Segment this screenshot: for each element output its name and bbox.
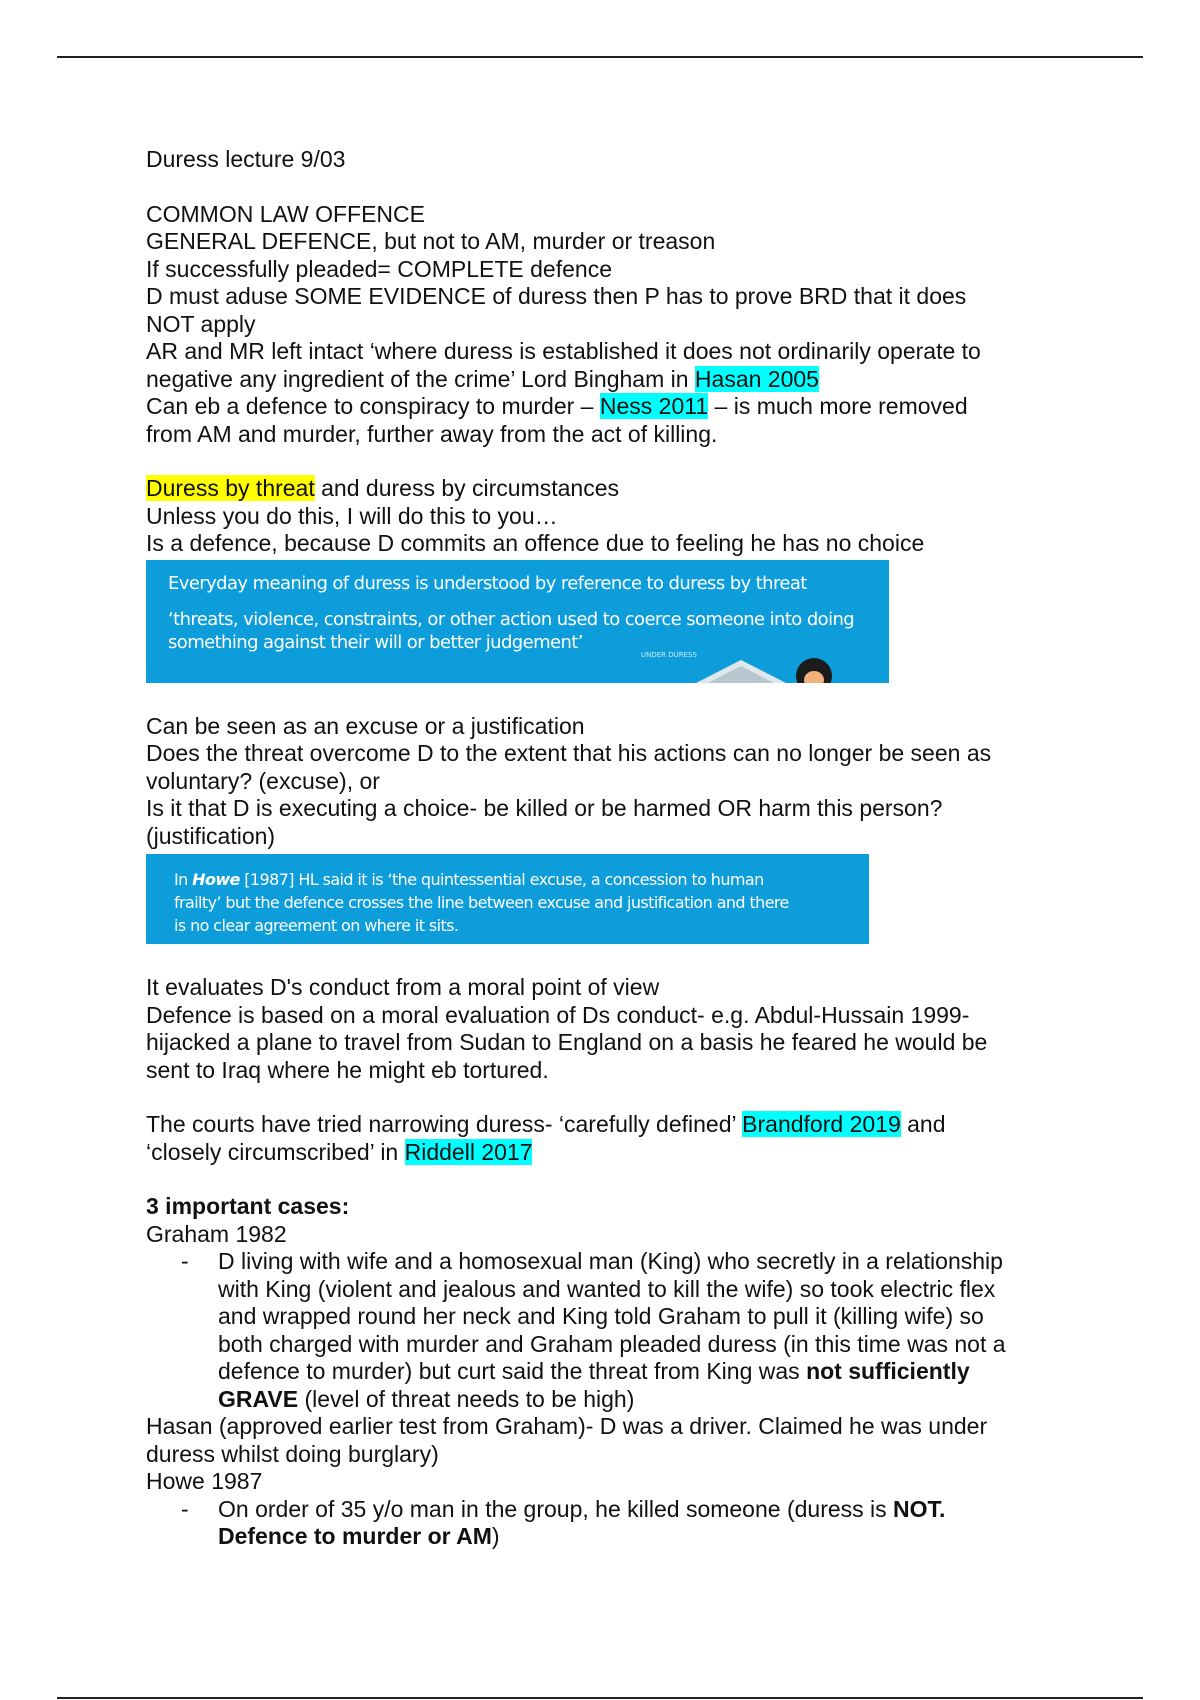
narrow-line	[146, 1139, 1066, 1167]
case-highlight-riddell: Riddell 2017	[404, 1138, 533, 1165]
intro-line: from AM and murder, further away from the act of killing.	[146, 420, 718, 447]
banner-line	[174, 868, 789, 891]
bullet-line	[218, 1496, 1066, 1524]
top-rule	[57, 56, 1143, 58]
moral-line: Defence is based on a moral evaluation of Ds conduct- e.g. Abdul-Hussain 1999-	[146, 1001, 970, 1028]
banner-line: something against their will or better judgement’	[168, 631, 583, 653]
narrow-line	[146, 1111, 1066, 1139]
document-body	[146, 146, 1066, 1551]
list-item	[146, 1248, 1066, 1413]
case-hasan-line: Hasan (approved earlier test from Graham)- D was a driver. Claimed he was under	[146, 1413, 988, 1439]
moral-line: hijacked a plane to travel from Sudan to England on a basis he feared he would be	[146, 1029, 988, 1055]
bullet-line	[218, 1358, 1066, 1386]
spacer	[146, 448, 1066, 475]
bullet-line: and wrapped round her neck and King told Graham to pull it (killing wife) so	[218, 1303, 984, 1329]
intro-text: negative any ingredient of the crime’ Lord Bingham in	[146, 365, 695, 392]
intro-line	[146, 366, 1066, 394]
spacer	[146, 1084, 1066, 1111]
excuse-line: voluntary? (excuse), or	[146, 767, 380, 794]
intro-line	[146, 393, 1066, 421]
banner-line: is no clear agreement on where it sits.	[174, 916, 459, 935]
banner-text	[174, 868, 789, 937]
case-name-howe: Howe	[192, 870, 240, 889]
excuse-line: Is it that D is executing a choice- be killed or be harmed OR harm this person?	[146, 795, 943, 821]
dash-bullet: -	[181, 1248, 189, 1274]
bullet-line: D living with wife and a homosexual man (King) who secretly in a relationship	[218, 1248, 1003, 1274]
bullet-line	[218, 1386, 1066, 1414]
case-highlight-brandford: Brandford 2019	[742, 1111, 901, 1137]
intro-text: – is much more removed	[708, 393, 968, 419]
threat-line: Is a defence, because D commits an offence due to feeling he has no choice	[146, 530, 925, 556]
moral-line: sent to Iraq where he might eb tortured.	[146, 1056, 549, 1083]
narrow-text: ‘closely circumscribed’ in	[146, 1138, 405, 1165]
cases-heading-text: 3 important cases:	[146, 1193, 350, 1219]
intro-line: COMMON LAW OFFENCE	[146, 200, 425, 227]
case-highlight-ness: Ness 2011	[599, 393, 709, 419]
banner-text: [1987] HL said it is ‘the quintessential excuse, a concession to human	[239, 870, 764, 889]
case-title-howe: Howe 1987	[146, 1468, 263, 1494]
intro-line: NOT apply	[146, 310, 256, 337]
cases-heading	[146, 1193, 1066, 1221]
bullet-bold: not sufficiently	[806, 1358, 970, 1384]
spacer	[146, 174, 1066, 201]
bullet-bold: NOT.	[893, 1495, 946, 1522]
excuse-line: Does the threat overcome D to the extent that his actions can no longer be seen as	[146, 740, 992, 766]
bullet-bold: Defence to murder or AM	[218, 1523, 492, 1549]
document-title: Duress lecture 9/03	[146, 146, 346, 172]
graham-bullet-list	[146, 1248, 1066, 1413]
list-item	[146, 1496, 1066, 1551]
banner-line: ‘threats, violence, constraints, or other action used to coerce someone into doing	[168, 608, 855, 630]
banner-small-caption: UNDER DURESS	[641, 650, 697, 659]
threat-line	[146, 475, 1066, 503]
intro-line: AR and MR left intact ‘where duress is established it does not ordinarily operate to	[146, 338, 981, 364]
howe-bullet-list	[146, 1496, 1066, 1551]
excuse-line: Can be seen as an excuse or a justification	[146, 712, 585, 739]
banner-text: In	[174, 870, 193, 889]
banner-quote	[168, 608, 854, 654]
slide-banner-definition	[146, 560, 889, 683]
threat-text: and duress by circumstances	[314, 475, 619, 501]
intro-line: D must aduse SOME EVIDENCE of duress then P has to prove BRD that it does	[146, 283, 967, 309]
illustration-icon	[686, 650, 856, 683]
intro-line: If successfully pleaded= COMPLETE defence	[146, 255, 612, 282]
excuse-line: (justification)	[146, 822, 276, 849]
bullet-line	[218, 1523, 1066, 1551]
bullet-line: with King (violent and jealous and wanted to kill the wife) so took electric flex	[218, 1275, 996, 1302]
bullet-text: (level of threat needs to be high)	[298, 1385, 635, 1412]
bullet-bold: GRAVE	[218, 1385, 299, 1412]
threat-line: Unless you do this, I will do this to you…	[146, 502, 558, 529]
case-title-graham: Graham 1982	[146, 1220, 287, 1247]
intro-text: Can eb a defence to conspiracy to murder –	[146, 393, 600, 419]
slide-banner-howe	[146, 854, 869, 944]
dash-bullet: -	[181, 1495, 189, 1522]
bullet-text: defence to murder) but curt said the threat from King was	[218, 1358, 807, 1384]
bullet-text: On order of 35 y/o man in the group, he killed someone (duress is	[218, 1495, 894, 1522]
case-highlight-hasan: Hasan 2005	[694, 365, 819, 392]
narrow-text: and	[900, 1111, 946, 1137]
intro-line: GENERAL DEFENCE, but not to AM, murder or treason	[146, 228, 716, 254]
case-hasan-line: duress whilst doing burglary)	[146, 1440, 439, 1467]
moral-line: It evaluates D's conduct from a moral point of view	[146, 974, 660, 1000]
bottom-rule	[57, 1697, 1143, 1699]
threat-highlight: Duress by threat	[146, 475, 315, 501]
narrow-text: The courts have tried narrowing duress- ‘carefully defined’	[146, 1111, 743, 1137]
spacer	[146, 1166, 1066, 1193]
bullet-line: both charged with murder and Graham pleaded duress (in this time was not a	[218, 1330, 1006, 1357]
banner-line: frailty’ but the defence crosses the line between excuse and justification and there	[174, 893, 789, 912]
banner-line: Everyday meaning of duress is understood by reference to duress by threat	[168, 572, 807, 594]
bullet-text: )	[491, 1523, 500, 1549]
